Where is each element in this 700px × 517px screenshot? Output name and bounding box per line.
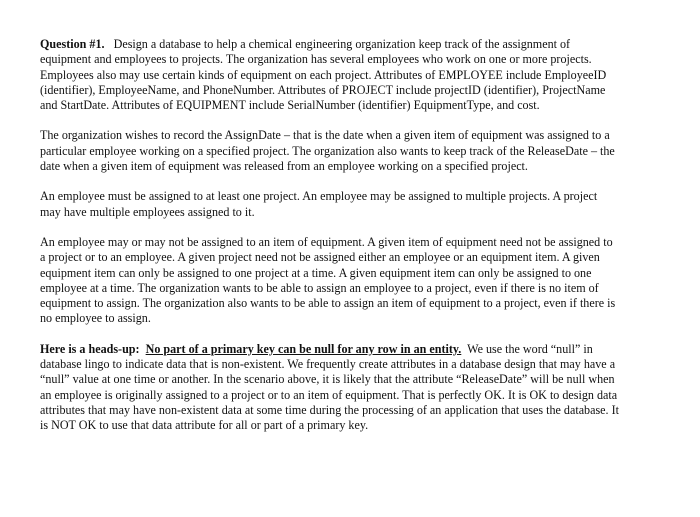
question-paragraph: [40, 37, 620, 113]
heads-up-label: Here is a heads-up:: [40, 341, 140, 356]
assignment-document: [40, 37, 620, 449]
heads-up-paragraph: [40, 342, 620, 434]
heads-up-text: We use the word “null” in database lingo to indicate data that is non-existent. We frequently create attributes in a database design that may have a “null” value at one time or another. In the scenario above, it is likely that the attribute “ReleaseDate” will be null when an employee is originally assigned to a project or to an item of equipment. That is perfectly OK. It is OK to design data attributes that may have non-existent data at some time during the processing of an application that uses the database. It is NOT OK to use that data attribute for all or part of a primary key.: [40, 341, 619, 433]
employee-project-paragraph: An employee must be assigned to at least one project. An employee may be assigned to multiple projects. A project may have multiple employees assigned to it.: [40, 189, 598, 219]
equipment-assignment-paragraph: An employee may or may not be assigned to an item of equipment. A given item of equipment need not be assigned to a project or to an employee. A given project need not be assigned either an employee or an equipment item. A given equipment item can only be assigned to one project at a time. A given equipment item can only be assigned to one employee at a time. The organization wants to be able to assign an employee to a project, even if there is no item of equipment to assign. The organization also wants to be able to assign an item of equipment to a project, even if there is no employee to assign.: [40, 234, 616, 326]
question-label: Question #1.: [40, 37, 105, 51]
assign-date-paragraph: The organization wishes to record the AssignDate – that is the date when a given item of equipment was assigned to a particular employee working on a specified project. The organization also wants to keep track of the ReleaseDate – the date when a given item of equipment was released from an employee working on a specified project.: [40, 128, 615, 174]
primary-key-rule: No part of a primary key can be null for any row in an entity.: [145, 341, 462, 356]
question-text: Design a database to help a chemical engineering organization keep track of the assignment of equipment and employees to projects. The organization has several employees who work on one or more projects. Employees also may use certain kinds of equipment on each project. Attributes of EMPLOYEE include EmployeeID (identifier), EmployeeName, and PhoneNumber. Attributes of PROJECT include projectID (identifier), ProjectName and StartDate. Attributes of EQUIPMENT include SerialNumber (identifier) EquipmentType, and cost.: [40, 37, 607, 113]
